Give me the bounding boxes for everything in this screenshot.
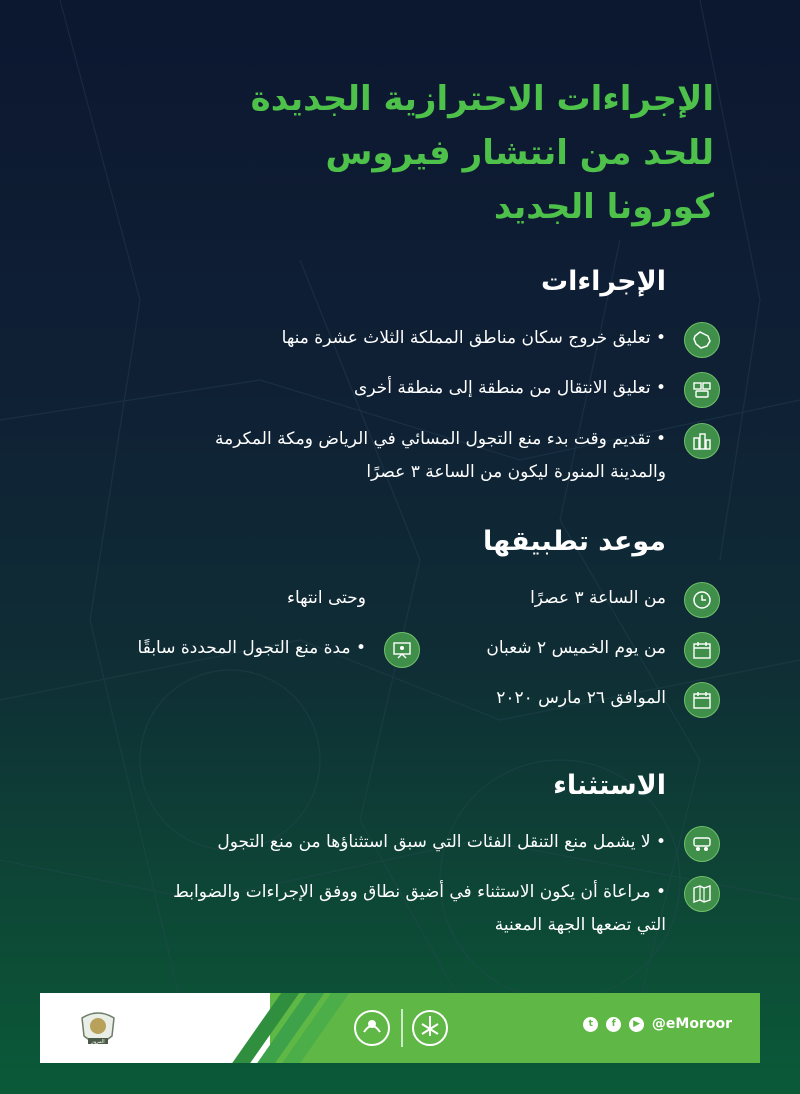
handle-text: @eMoroor	[651, 1016, 732, 1032]
curfew-screen-icon	[384, 632, 420, 668]
calendar-icon	[684, 632, 720, 668]
exception-item-2-line-2: التي تضعها الجهة المعنية	[494, 915, 666, 935]
calendar-icon	[684, 682, 720, 718]
twitter-icon[interactable]: t	[583, 1017, 598, 1032]
social-handle[interactable]	[583, 1016, 732, 1032]
procedure-item-3-line-2: والمدينة المنورة ليكون من الساعة ٣ عصرًا	[366, 462, 666, 482]
schedule-until: وحتى انتهاء	[286, 588, 366, 608]
city-map-icon	[684, 876, 720, 912]
procedure-item-3-line-1: • تقديم وقت بدء منع التجول المسائي في الرياض ومكة المكرمة	[214, 429, 666, 449]
exception-item-1: • لا يشمل منع التنقل الفئات التي سبق استثناؤها من منع التجول	[217, 832, 666, 852]
badge-text: المرور	[91, 1039, 105, 1045]
procedure-item-2: • تعليق الانتقال من منطقة إلى منطقة أخرى	[354, 378, 666, 398]
traffic-department-badge	[76, 1006, 120, 1050]
footer-logo-panel	[40, 993, 270, 1063]
city-buildings-icon	[684, 423, 720, 459]
schedule-day: من يوم الخميس ٢ شعبان	[486, 638, 666, 658]
facebook-icon[interactable]: f	[606, 1017, 621, 1032]
schedule-duration: • مدة منع التجول المحددة سابقًا	[137, 638, 366, 658]
procedures-heading: الإجراءات	[540, 266, 666, 297]
youtube-icon[interactable]: ▶	[629, 1017, 644, 1032]
schedule-heading: موعد تطبيقها	[483, 526, 666, 557]
vehicles-icon	[684, 826, 720, 862]
title-line-1: الإجراءات الاحترازية الجديدة	[250, 79, 714, 119]
schedule-date: الموافق ٢٦ مارس ٢٠٢٠	[496, 688, 666, 708]
page-title	[74, 72, 714, 234]
logo-divider	[401, 1009, 403, 1047]
procedure-item-1: • تعليق خروج سكان مناطق المملكة الثلاث عشرة منها	[281, 328, 666, 348]
exception-item-2-line-1: • مراعاة أن يكون الاستثناء في أضيق نطاق ووفق الإجراءات والضوابط	[173, 882, 666, 902]
traffic-cars-icon	[684, 372, 720, 408]
title-line-3: كورونا الجديد	[493, 187, 714, 227]
traffic-emblem-logo	[350, 1006, 394, 1050]
title-line-2: للحد من انتشار فيروس	[325, 133, 714, 173]
exception-heading: الاستثناء	[553, 770, 666, 801]
clock-icon	[684, 582, 720, 618]
schedule-time: من الساعة ٣ عصرًا	[530, 588, 666, 608]
ministry-emblem-logo	[408, 1006, 452, 1050]
footer-bar	[40, 993, 760, 1063]
saudi-map-icon	[684, 322, 720, 358]
